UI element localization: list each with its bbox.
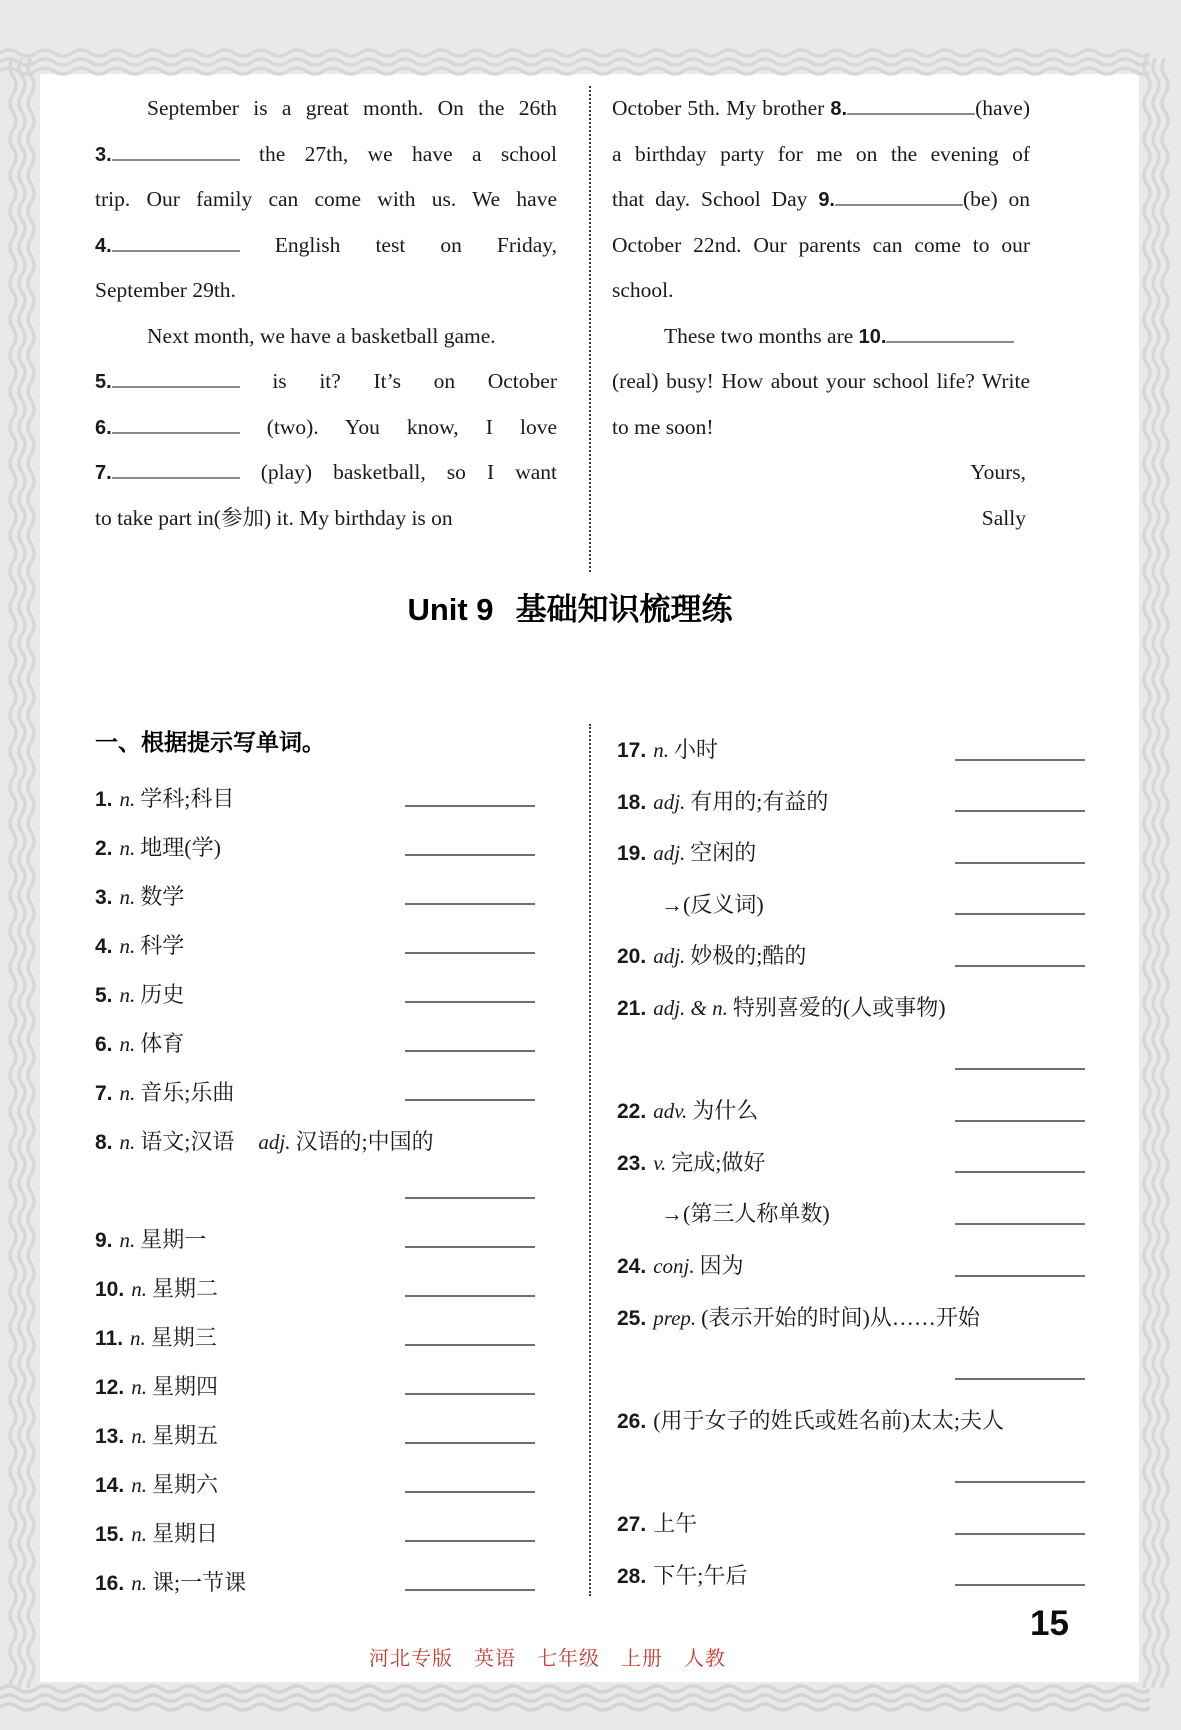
answer-blank[interactable] [405,948,535,954]
item-number: 8. [830,98,848,120]
item-number: 28. [617,1564,647,1588]
answer-blank[interactable] [405,801,535,807]
part-of-speech: adj. & n. [653,995,728,1020]
vocab-left-column [95,719,535,1601]
vocab-row [95,1307,535,1356]
vocab-row [95,1503,535,1552]
answer-blank[interactable] [955,1064,1085,1070]
passage-text: trip. Our family can come with us. We have [95,187,557,211]
vocab-row [617,1287,1085,1339]
vocab-hint [617,1545,747,1590]
answer-blank[interactable] [405,1340,535,1346]
item-number: 7. [95,1082,113,1105]
page-number: 15 [1030,1604,1069,1643]
vocab-hint [95,1356,218,1401]
answer-blank[interactable] [405,1046,535,1052]
part-of-speech: n. [131,1375,147,1399]
item-number: 17. [617,739,647,762]
item-number: 22. [617,1100,647,1124]
vocab-row [95,1454,535,1503]
vocab-hint [95,866,184,911]
vocab-hint [95,1503,218,1548]
hint-text: 为什么 [692,1098,759,1124]
passage-text: school. [612,278,674,302]
passage-text: (real) busy! How about your school life? Write [612,369,1030,393]
part-of-speech: adj. [653,789,686,814]
passage-line [612,132,1030,178]
hint-text: 体育 [140,1031,185,1056]
fill-in-blank[interactable] [835,200,963,206]
item-number: 15. [95,1523,125,1546]
answer-blank[interactable] [405,1585,535,1591]
passage-line [95,177,557,223]
part-of-speech: conj. [653,1253,695,1278]
passage-text: a birthday party for me on the evening of [612,141,1030,166]
part-of-speech: n. [131,1424,147,1448]
passage-line [95,450,557,496]
vocab-hint [95,768,234,813]
answer-blank[interactable] [405,1291,535,1297]
passage-line [612,314,1030,360]
vocab-hint [617,1493,697,1538]
vocab-hint [95,1258,218,1303]
answer-blank[interactable] [405,997,535,1003]
fill-in-blank[interactable] [112,428,240,434]
hint-text: 星期一 [140,1227,207,1252]
answer-blank[interactable] [405,850,535,856]
hint-text: 地理(学) [140,835,221,860]
answer-blank[interactable] [955,1477,1085,1483]
item-number: 6. [95,1033,113,1056]
vocab-row [617,1545,1085,1597]
answer-blank[interactable] [405,1193,535,1199]
item-number: 24. [617,1254,647,1278]
vocab-row [617,1390,1085,1442]
hint-text: 数学 [140,884,185,909]
vocab-row [95,1552,535,1601]
passage-right-column [612,86,1030,541]
passage-text: Next month, we have a basketball game. [147,323,496,348]
passage-text: is it? It’s on October [239,369,557,393]
hint-text: 星期五 [151,1423,218,1448]
unit-title [0,584,1140,629]
passage-text: that day. School Day [612,187,819,211]
hint-text: 特别喜爱的(人或事物) [732,994,946,1020]
vocab-hint [95,1111,434,1156]
hint-text: 音乐;乐曲 [140,1080,235,1105]
passage-text: Sally [981,505,1026,530]
answer-blank[interactable] [955,1529,1085,1535]
hint-text: 完成;做好 [671,1149,766,1175]
hint-text: 星期六 [151,1472,218,1497]
part-of-speech: adv. [653,1099,688,1124]
vocab-hint [617,1235,744,1280]
vocab-row [617,1183,1085,1235]
passage-line [95,132,557,178]
passage-line [612,177,1030,223]
vocab-hint [617,1080,758,1125]
vocab-hint [95,1552,246,1597]
vocab-hint [617,1390,1004,1435]
vocab-hint [95,1307,217,1352]
vocab-row [95,1356,535,1405]
vocab-row [617,1493,1085,1545]
vocab-hint [617,1132,765,1177]
answer-blank[interactable] [955,755,1085,761]
item-number: 25. [617,1306,647,1330]
hint-text: 空闲的 [690,840,757,866]
item-number: 9. [95,1229,113,1252]
vocab-row [617,1235,1085,1287]
answer-blank[interactable] [955,1374,1085,1380]
vocab-hint [95,1209,206,1254]
fill-in-blank[interactable] [886,337,1014,343]
wave-border-bottom-icon [0,1682,1150,1716]
vocab-row [95,1160,535,1209]
passage-text: to me soon! [612,414,714,439]
hint-text: (用于女子的姓氏或姓名前)太太;夫人 [653,1407,1004,1433]
wave-border-top-icon [0,46,1150,80]
hint-text: 科学 [140,933,185,958]
vocab-section [95,719,1085,1601]
hint-text: (表示开始的时间)从……开始 [701,1304,980,1330]
item-number: 16. [95,1572,125,1595]
vocab-row [617,771,1085,823]
vocab-hint [95,964,184,1009]
vocab-hint [617,977,946,1022]
hint-text: 因为 [699,1252,744,1278]
item-number: 3. [95,886,113,909]
vocab-row [617,977,1085,1029]
passage-text: (play) basketball, so I want [239,460,557,484]
vocab-row [95,866,535,915]
passage-text: These two months are [664,323,859,348]
part-of-speech: n. [119,1228,136,1252]
hint-text: 语文;汉语 [140,1129,235,1154]
passage-text: the 27th, we have a school [239,141,557,166]
item-number: 7. [95,462,112,484]
passage-line [612,359,1030,405]
vocab-row [617,1080,1085,1132]
item-number: 19. [617,842,647,866]
item-number: 21. [617,996,647,1020]
part-of-speech: n. [119,1081,136,1105]
vocab-hint [95,915,184,960]
item-number: 5. [95,984,113,1007]
passage-text: September 29th. [95,278,236,302]
vocab-row [617,719,1085,771]
vocab-hint [95,1062,234,1107]
part-of-speech: n. [653,738,669,762]
answer-blank[interactable] [955,1116,1085,1122]
item-number: 9. [818,189,835,211]
vocab-hint [95,1454,218,1499]
item-number: 27. [617,1512,647,1536]
fill-in-blank[interactable] [847,109,975,115]
vocab-hint [617,1183,830,1228]
vocab-row [95,1405,535,1454]
answer-blank[interactable] [405,1536,535,1542]
vocab-row [617,1132,1085,1184]
passage-text: (have) [975,96,1030,120]
part-of-speech: n. [119,1130,136,1154]
part-of-speech: n. [130,1326,146,1350]
passage-line [612,496,1030,542]
item-number: 26. [617,1409,647,1433]
fill-in-blank[interactable] [112,155,240,161]
answer-blank[interactable] [955,1580,1085,1586]
vocab-row [95,1111,535,1160]
answer-blank[interactable] [955,858,1085,864]
part-of-speech: n. [119,934,136,958]
vocab-row [617,1338,1085,1390]
item-number: 20. [617,945,647,969]
passage-text: to take part in(参加) it. My birthday is on [95,505,453,530]
hint-text: 星期二 [151,1276,218,1301]
derived-form-hint: →(反义词) [661,891,764,917]
vocab-row [95,1013,535,1062]
item-number: 1. [95,788,113,811]
part-of-speech: n. [131,1473,147,1497]
item-number: 8. [95,1131,113,1154]
part-of-speech: n. [119,983,136,1007]
vocab-row [95,964,535,1013]
vocab-row [617,1441,1085,1493]
passage-line [612,405,1030,451]
passage-text: (be) on [963,187,1030,211]
part-of-speech: n. [119,836,136,860]
hint-text: 星期四 [151,1374,218,1399]
hint-text: 小时 [673,737,718,762]
item-number: 23. [617,1151,647,1175]
item-number: 10. [95,1278,125,1301]
vocab-row [95,915,535,964]
part-of-speech: n. [119,1032,136,1056]
footer-edition-label: 河北专版 英语 七年级 上册 人教 [369,1648,726,1670]
vocab-hint [617,1287,980,1332]
vocab-row [95,768,535,817]
vocab-hint [617,719,718,764]
answer-blank[interactable] [955,909,1085,915]
item-number: 2. [95,837,113,860]
part-of-speech: n. [119,787,136,811]
hint-text: 星期三 [150,1325,217,1350]
vocab-hint [617,822,756,867]
unit-title-cn: 基础知识梳理练 [515,592,733,627]
answer-blank[interactable] [405,1389,535,1395]
passage-text: September is a great month. On the 26th [147,96,557,120]
hint-text: 妙极的;酷的 [690,943,807,969]
vocab-row [95,1209,535,1258]
answer-blank[interactable] [955,1219,1085,1225]
part-of-speech: prep. [653,1305,697,1330]
hint-text: 汉语的;中国的 [295,1129,434,1154]
vocab-row [617,925,1085,977]
passage-line [612,268,1030,314]
item-number: 4. [95,234,112,257]
vocab-row [95,817,535,866]
passage-line [612,450,1030,496]
hint-text: 星期日 [151,1521,218,1546]
vocab-hint [617,771,828,816]
vocab-row [617,1029,1085,1081]
unit-title-en: Unit 9 [407,592,494,627]
passage-text: October 22nd. Our parents can come to our [612,232,1030,257]
answer-blank[interactable] [955,806,1085,812]
item-number: 10. [858,325,887,348]
item-number: 14. [95,1474,125,1497]
passage-line [95,496,557,542]
passage-text: English test on Friday, [239,232,557,257]
hint-text: 上午 [653,1510,698,1536]
part-of-speech: adj. [653,944,686,969]
vocab-hint [617,925,806,970]
vocab-hint [95,1013,184,1058]
answer-blank[interactable] [405,1438,535,1444]
vocab-right-column [617,719,1085,1596]
section-heading: 一、根据提示写单词。 [95,729,325,755]
passage-text: October 5th. My brother [612,96,831,120]
answer-blank[interactable] [405,1095,535,1101]
item-number: 11. [95,1327,124,1350]
item-number: 3. [95,143,112,166]
passage-line [95,314,557,360]
vocab-hint [95,1405,218,1450]
hint-text: 课;一节课 [151,1570,247,1595]
derived-form-hint: →(第三人称单数) [661,1201,830,1227]
item-number: 6. [95,416,112,439]
vocab-row [95,1062,535,1111]
answer-blank[interactable] [955,1271,1085,1277]
passage-line [95,223,557,269]
hint-text: 历史 [140,982,185,1007]
passage-line [95,268,557,314]
cloze-passage [95,86,1030,541]
answer-blank[interactable] [405,899,535,905]
answer-blank[interactable] [405,1487,535,1493]
passage-text: (two). You know, I love [239,414,557,439]
passage-line [95,86,557,132]
wave-border-right-icon [1140,58,1174,1688]
vocab-left-rows [95,768,535,1601]
part-of-speech: v. [653,1150,667,1175]
wave-border-left-icon [6,58,40,1688]
answer-blank[interactable] [405,1242,535,1248]
part-of-speech: adj. [653,841,686,866]
part-of-speech: n. [119,885,136,909]
item-number: 5. [95,371,112,393]
item-number: 4. [95,935,113,958]
hint-text: 下午;午后 [653,1562,748,1588]
vocab-row [617,874,1085,926]
vocab-row [617,822,1085,874]
item-number: 18. [617,790,647,814]
vocab-row [95,1258,535,1307]
item-number: 13. [95,1425,125,1448]
answer-blank[interactable] [955,961,1085,967]
passage-line [612,86,1030,132]
part-of-speech: n. [131,1277,147,1301]
fill-in-blank[interactable] [112,246,240,252]
fill-in-blank[interactable] [112,382,240,388]
answer-blank[interactable] [955,1167,1085,1173]
passage-line [95,359,557,405]
passage-line [95,405,557,451]
passage-text: Yours, [970,460,1026,484]
vocab-hint [95,817,221,862]
part-of-speech: adj. [258,1130,291,1154]
passage-line [612,223,1030,269]
hint-text: 有用的;有益的 [690,788,829,814]
part-of-speech: n. [131,1571,147,1595]
vocab-hint [617,874,764,919]
fill-in-blank[interactable] [112,473,240,479]
hint-text: 学科;科目 [140,786,235,811]
item-number: 12. [95,1376,125,1399]
passage-left-column [95,86,557,541]
part-of-speech: n. [131,1522,147,1546]
